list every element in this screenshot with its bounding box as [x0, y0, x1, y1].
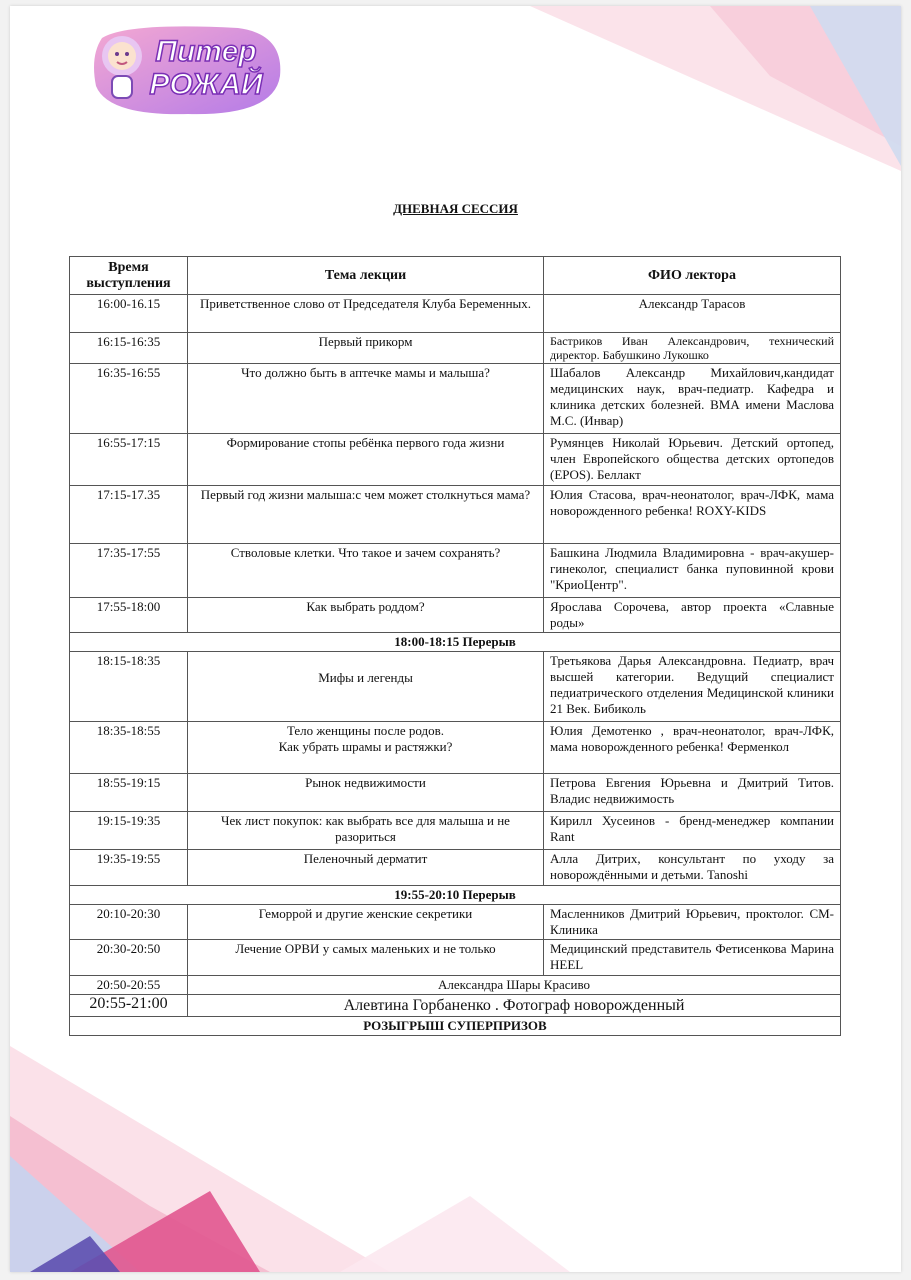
row-time: 19:15-19:35 [70, 812, 188, 850]
document-page [10, 6, 901, 1272]
header-time: Время выступления [70, 257, 188, 295]
row-topic: Рынок недвижимости [188, 774, 544, 812]
row-lector: Кирилл Хусеинов - бренд-менеджер компании Rant [544, 812, 841, 850]
schedule-table [69, 256, 841, 1036]
row-time: 17:15-17.35 [70, 486, 188, 544]
row-time: 20:10-20:30 [70, 905, 188, 940]
table-row [70, 940, 841, 976]
break-row [70, 633, 841, 652]
row-time: 16:55-17:15 [70, 434, 188, 486]
final-label: РОЗЫГРЫШ СУПЕРПРИЗОВ [70, 1017, 841, 1036]
table-row [70, 995, 841, 1017]
row-topic: Формирование стопы ребёнка первого года жизни [188, 434, 544, 486]
row-topic: Как выбрать роддом? [188, 598, 544, 633]
row-lector: Юлия Стасова, врач-неонатолог, врач-ЛФК, мама новорожденного ребенка! ROXY-KIDS [544, 486, 841, 544]
table-row [70, 295, 841, 333]
row-lector: Алла Дитрих, консультант по уходу за новорождёнными и детьми. Tanoshi [544, 850, 841, 886]
row-topic: Пеленочный дерматит [188, 850, 544, 886]
table-row [70, 364, 841, 434]
row-topic: Первый прикорм [188, 333, 544, 364]
header-lector: ФИО лектора [544, 257, 841, 295]
table-row [70, 598, 841, 633]
table-row [70, 434, 841, 486]
row-topic: Стволовые клетки. Что такое и зачем сохранять? [188, 544, 544, 598]
table-row [70, 333, 841, 364]
row-topic: Мифы и легенды [188, 652, 544, 722]
break-label: 18:00-18:15 Перерыв [70, 633, 841, 652]
row-time: 18:15-18:35 [70, 652, 188, 722]
session-title: ДНЕВНАЯ СЕССИЯ [393, 201, 518, 216]
piter-rozhai-logo [88, 16, 288, 120]
row-time: 17:55-18:00 [70, 598, 188, 633]
row-lector: Башкина Людмила Владимировна - врач-акушер-гинеколог, специалист банка пуповинной крови "КриоЦентр". [544, 544, 841, 598]
svg-text:Питер: Питер [155, 35, 257, 68]
table-header-row [70, 257, 841, 295]
table-row [70, 850, 841, 886]
table-row [70, 544, 841, 598]
final-row [70, 1017, 841, 1036]
row-time: 16:15-16:35 [70, 333, 188, 364]
row-lector: Масленников Дмитрий Юрьевич, проктолог. СМ-Клиника [544, 905, 841, 940]
row-lector: Шабалов Александр Михайлович,кандидат медицинских наук, врач-педиатр. Кафедра и клиника детских болезней. ВМА имени Маслова М.С. (Инвар) [544, 364, 841, 434]
row-time: 20:50-20:55 [70, 976, 188, 995]
row-time: 17:35-17:55 [70, 544, 188, 598]
row-time: 16:35-16:55 [70, 364, 188, 434]
row-lector: Медицинский представитель Фетисенкова Марина HEEL [544, 940, 841, 976]
row-lector: Александр Тарасов [544, 295, 841, 333]
row-lector: Румянцев Николай Юрьевич. Детский ортопед, член Европейского общества детских ортопедов (EPOS). Беллакт [544, 434, 841, 486]
row-lector: Петрова Евгения Юрьевна и Дмитрий Титов. Владис недвижимость [544, 774, 841, 812]
table-row [70, 905, 841, 940]
svg-text:РОЖАЙ: РОЖАЙ [149, 68, 263, 101]
row-topic: Геморрой и другие женские секретики [188, 905, 544, 940]
table-row [70, 774, 841, 812]
row-topic: Что должно быть в аптечке мамы и малыша? [188, 364, 544, 434]
row-topic [188, 722, 544, 774]
table-row [70, 722, 841, 774]
table-row [70, 486, 841, 544]
row-lector: Юлия Демотенко , врач-неонатолог, врач-ЛФК, мама новорожденного ребенка! Ферменкол [544, 722, 841, 774]
row-time: 20:30-20:50 [70, 940, 188, 976]
row-lector: Третьякова Дарья Александровна. Педиатр, врач высшей категории. Ведущий специалист педиатрического отделения Медицинской клиники 21 Век. Бибиколь [544, 652, 841, 722]
break-label: 19:55-20:10 Перерыв [70, 886, 841, 905]
table-row [70, 976, 841, 995]
row-topic: Приветственное слово от Председателя Клуба Беременных. [188, 295, 544, 333]
row-topic: Лечение ОРВИ у самых маленьких и не только [188, 940, 544, 976]
header-topic: Тема лекции [188, 257, 544, 295]
row-merged-text: Алевтина Горбаненко . Фотограф новорожденный [188, 995, 841, 1017]
row-time: 19:35-19:55 [70, 850, 188, 886]
row-time: 18:55-19:15 [70, 774, 188, 812]
break-row [70, 886, 841, 905]
topic-line: Как убрать шрамы и растяжки? [278, 739, 453, 754]
row-time: 18:35-18:55 [70, 722, 188, 774]
row-merged-text: Александра Шары Красиво [188, 976, 841, 995]
row-lector: Ярослава Сорочева, автор проекта «Славные роды» [544, 598, 841, 633]
row-lector: Бастриков Иван Александрович, технический директор. Бабушкино Лукошко [544, 333, 841, 364]
topic-line: Тело женщины после родов. [286, 723, 445, 738]
row-topic: Чек лист покупок: как выбрать все для малыша и не разориться [188, 812, 544, 850]
row-time: 16:00-16.15 [70, 295, 188, 333]
row-topic: Первый год жизни малыша:с чем может столкнуться мама? [188, 486, 544, 544]
table-row [70, 812, 841, 850]
table-row [70, 652, 841, 722]
decor-bottom-right [340, 1196, 570, 1272]
row-time: 20:55-21:00 [70, 995, 188, 1017]
